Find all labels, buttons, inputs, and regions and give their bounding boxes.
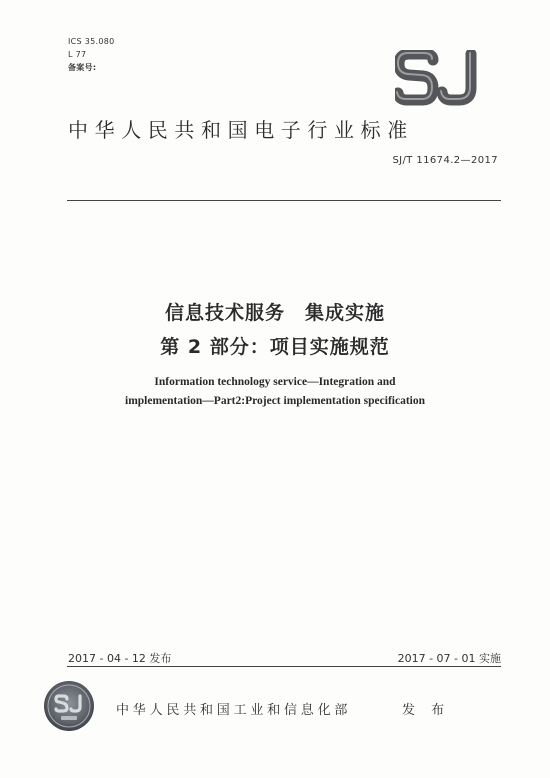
ics-code: ICS 35.080 bbox=[68, 37, 115, 46]
issue-label: 发 布 bbox=[402, 703, 451, 718]
title-en-line1: Information technology service—Integration and bbox=[154, 376, 396, 388]
bottom-divider bbox=[67, 666, 501, 667]
title-cn-line1: 信息技术服务 集成实施 bbox=[164, 302, 385, 324]
top-divider bbox=[67, 200, 501, 201]
issuing-authority: 中华人民共和国工业和信息化部 bbox=[116, 703, 352, 718]
title-cn-line2: 第 2 部分：项目实施规范 bbox=[160, 336, 390, 358]
publish-date: 2017 - 04 - 12 发布 bbox=[68, 652, 172, 665]
record-number-label: 备案号: bbox=[68, 63, 97, 72]
standard-type-heading: 中华人民共和国电子行业标准 bbox=[68, 118, 414, 142]
sj-seal-icon bbox=[43, 680, 95, 732]
implement-date: 2017 - 07 - 01 实施 bbox=[397, 652, 501, 665]
standard-code: SJ/T 11674.2—2017 bbox=[392, 155, 498, 166]
title-en-line2: implementation—Part2:Project implementation specification bbox=[125, 395, 425, 407]
classification-code: L 77 bbox=[68, 50, 87, 59]
sj-logo-icon bbox=[395, 50, 483, 106]
